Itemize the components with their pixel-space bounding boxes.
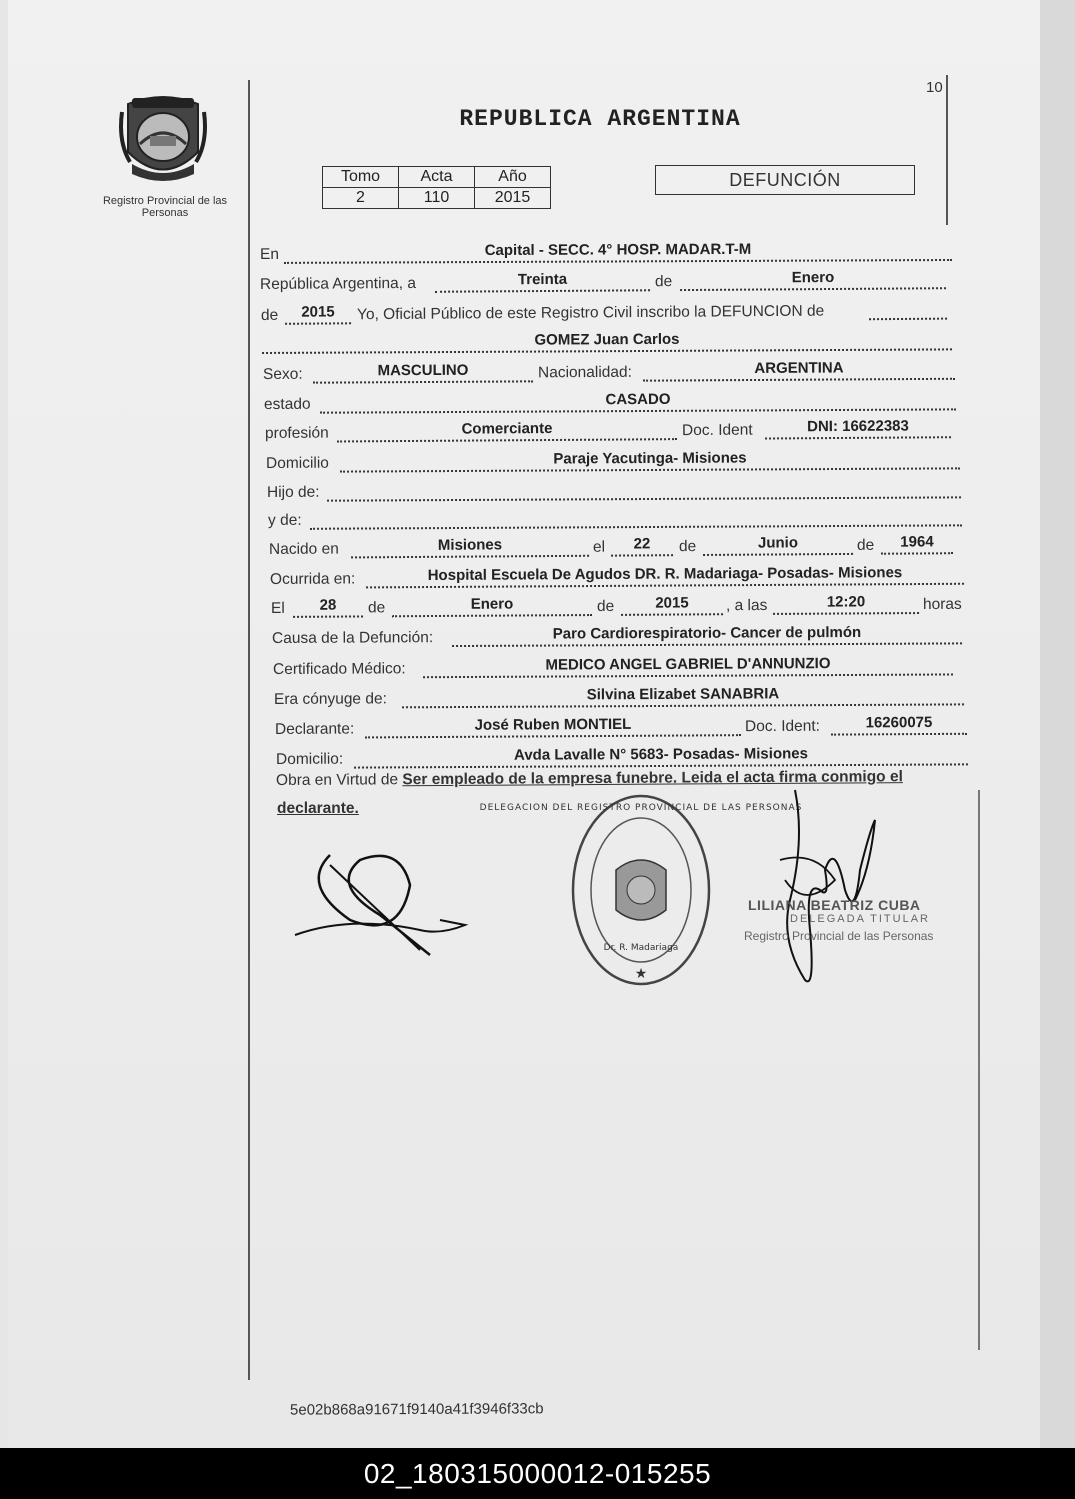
value-ocurrida-en: Hospital Escuela De Agudos DR. R. Madariaga- Posadas- Misiones [427,564,903,585]
row-conyuge [274,683,964,711]
left-margin-line [248,80,250,1380]
hash-code: 5e02b868a91671f9140a41f3946f33cb [289,1400,544,1419]
row-fecha-defuncion [271,592,965,620]
register-value-acta: 110 [399,188,475,209]
register-header-acta: Acta [399,167,475,188]
row-nombre [262,328,952,356]
label-declarante: Declarante: [274,720,355,738]
official-seal-name: LILIANA BEATRIZ CUBA [748,897,921,913]
label-de: de [367,599,386,617]
row-sexo [263,358,955,386]
value-declarante: José Ruben MONTIEL [474,715,632,734]
dotted-line [452,642,962,647]
round-registry-stamp-icon [479,790,803,990]
dotted-line [703,553,853,556]
svg-text:★: ★ [634,966,648,982]
document-type-box: DEFUNCIÓN [655,165,915,195]
label-sexo: Sexo: [262,365,303,383]
value-profesion: Comerciante [461,419,553,438]
value-nac-dia: 22 [633,535,651,553]
right-margin-line-lower [978,790,980,1350]
label-certificado: Certificado Médico: [272,660,406,678]
dotted-line [285,322,351,325]
dotted-line [881,552,953,555]
dotted-line [869,318,947,321]
dotted-line [765,436,951,439]
row-estado [264,388,956,416]
row-certificado [273,653,953,681]
row-fecha-acta [260,267,946,296]
dotted-line [831,733,967,736]
label-de: de [654,273,673,291]
label-doc-ident: Doc. Ident [681,421,753,440]
dotted-line [337,438,677,442]
label-de: de [260,306,279,324]
declarant-signature-icon [290,845,480,965]
value-nombre: GOMEZ Juan Carlos [534,330,680,349]
register-table [322,166,551,209]
right-margin-line [946,75,948,225]
label-hijo-de: Hijo de: [266,483,320,501]
value-def-hora: 12:20 [826,593,866,611]
provincial-coat-of-arms-icon [118,92,208,187]
value-declarante-domicilio: Avda Lavalle N° 5683- Posadas- Misiones [513,745,808,764]
row-causa [272,622,962,650]
value-nac-anio: 1964 [900,533,934,551]
register-header-anio: Año [475,167,551,188]
label-el: el [592,538,606,556]
row-profesion [265,416,951,445]
label-conyuge: Era cónyuge de: [273,690,387,708]
value-def-mes: Enero [470,595,514,613]
dotted-line [293,615,363,617]
value-conyuge: Silvina Elizabet SANABRIA [586,685,780,704]
issuer-caption: Registro Provincial de las Personas [102,195,228,219]
dotted-line [611,554,673,556]
label-domicilio: Domicilio: [275,750,344,768]
label-horas: horas [922,595,962,614]
label-de: de [856,536,875,554]
row-y-de [268,504,962,532]
value-estado: CASADO [605,390,671,409]
value-def-anio: 2015 [655,594,689,612]
row-hijo-de [267,476,961,504]
document-title: REPUBLICA ARGENTINA [459,106,741,132]
value-dni: DNI: 16622383 [807,417,909,436]
official-seal-role: DELEGADA TITULAR [790,913,930,925]
value-certificado: MEDICO ANGEL GABRIEL D'ANNUNZIO [545,655,831,674]
label-causa: Causa de la Defunción: [271,629,434,647]
value-sexo: MASCULINO [377,361,469,380]
label-domicilio: Domicilio [265,454,329,472]
value-anio: 2015 [301,303,335,321]
label-de: de [596,597,615,616]
label-republica: República Argentina, a [259,274,417,293]
value-nac-mes: Junio [757,534,799,552]
label-el: El [270,599,285,617]
label-a-las: , a las [725,596,768,615]
dotted-line [643,378,955,382]
register-table-header-row [323,167,551,188]
label-estado: estado [263,395,311,413]
svg-text:Dr. R. Madariaga: Dr. R. Madariaga [603,943,679,953]
register-value-anio: 2015 [475,188,551,209]
label-de: de [678,538,697,556]
value-causa: Paro Cardiorespiratorio- Cancer de pulmón [552,623,862,643]
value-domicilio: Paraje Yacutinga- Misiones [553,449,747,468]
dotted-line [423,673,953,678]
dotted-line [351,555,589,559]
row-domicilio [266,447,960,475]
dotted-line [773,612,919,615]
footer-id-bar: 02_180315000012-015255 [0,1448,1075,1499]
label-ocurrida-en: Ocurrida en: [269,570,356,588]
label-obra: Obra en Virtud de [275,771,399,789]
label-y-de: y de: [267,511,302,529]
dotted-line [402,703,964,708]
label-profesion: profesión [264,424,329,442]
dotted-line [392,614,592,617]
row-lugar [260,239,952,266]
value-mes: Enero [791,268,835,287]
value-def-dia: 28 [319,596,337,614]
official-seal-institution: Registro Provincial de las Personas [744,929,934,943]
label-oficial: Yo, Oficial Público de este Registro Civil inscribo la DEFUNCION de [356,302,825,324]
label-nacionalidad: Nacionalidad: [537,363,632,382]
dotted-line [365,734,741,738]
register-header-tomo: Tomo [323,167,399,188]
row-declarante [275,713,967,741]
row-ocurrida [270,563,964,591]
value-obra-line1: Ser empleado de la empresa funebre. Leida el acta firma conmigo el [402,768,903,789]
dotted-line [435,289,650,293]
label-nacido-en: Nacido en [268,540,339,558]
value-dia-letras: Treinta [517,270,568,289]
label-en: En [259,245,280,263]
official-signature-icon [775,780,885,995]
value-obra-line2: declarante. [277,800,359,817]
value-nacionalidad: ARGENTINA [754,359,844,377]
page-edge [1040,0,1075,1448]
register-value-tomo: 2 [323,188,399,209]
value-declarante-doc: 16260075 [865,713,933,732]
register-table-value-row [323,188,551,209]
dotted-line [680,287,946,291]
label-declarante-doc: Doc. Ident: [744,717,821,736]
dotted-line [340,467,960,472]
svg-text:DELEGACION DEL REGISTRO PROVIN: DELEGACION DEL REGISTRO PROVINCIAL DE LAS PERSONAS [479,803,803,813]
value-lugar: Capital - SECC. 4° HOSP. MADAR.T-M [484,240,752,260]
dotted-line [313,380,533,383]
page-number: 10 [926,79,943,96]
dotted-line [284,259,952,264]
row-nacimiento [269,532,953,561]
value-nacido-en: Misiones [437,536,503,554]
dotted-line [621,613,723,616]
